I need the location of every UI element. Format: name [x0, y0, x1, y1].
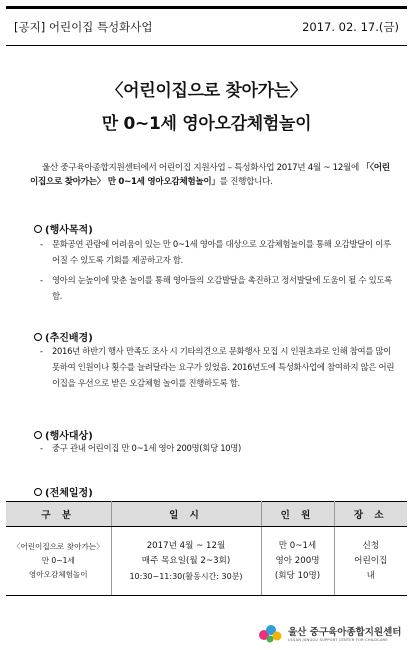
col-header-datetime: 일 시 [111, 502, 261, 527]
intro-text-before: 울산 중구육아종합지원센터에서 어린이집 지원사업 – 특성화사업 2017년 4월 ~ 12월에 [42, 163, 362, 173]
target-item-1-text: 중구 관내 어린이집 만 0~1세 영아 200명(회당 10명) [52, 443, 242, 453]
notice-date: 2017. 02. 17.(금) [302, 20, 399, 34]
cell-category [6, 527, 111, 596]
circle-bullet-icon [34, 431, 42, 439]
schedule-table [6, 501, 407, 596]
schedule-table-header-row [6, 502, 407, 527]
cell-datetime-line-3: 10:30~11:30(활동시간: 30분) [129, 571, 243, 581]
cell-datetime [111, 527, 261, 596]
section-purpose-label: (행사목적) [45, 225, 93, 236]
cell-category-line-2: 만 0~1세 [41, 556, 75, 565]
center-logo-english: ULSAN JUNGGU SUPPORT CENTER FOR CHILDCARE [288, 638, 388, 642]
cell-place-line-2: 어린이집 [354, 555, 388, 566]
cell-people-line-2: 영아 200명 [275, 555, 320, 566]
cell-place-line-1: 신청 [362, 540, 380, 551]
purpose-item-2-text: 영아의 눈높이에 맞춘 놀이를 통해 영아들의 오감발달을 촉진하고 정서발달에 도움이 될 수 있도록 함. [52, 275, 392, 301]
cell-people-line-1: 만 0~1세 [278, 540, 317, 551]
cell-datetime-line-2: 매주 목요일(월 2~3회) [141, 555, 231, 566]
cell-people-line-3: (회당 10명) [274, 570, 321, 581]
cell-place-line-3: 내 [366, 570, 375, 581]
section-schedule-label: (전체일정) [45, 488, 93, 499]
cell-datetime-line-1: 2017년 4월 ~ 12월 [146, 540, 226, 551]
title-line-1: 〈어린이집으로 찾아가는〉 [106, 81, 307, 101]
intro-paragraph [30, 161, 395, 189]
col-header-place: 장 소 [334, 502, 407, 527]
table-row [6, 527, 407, 596]
center-logo [258, 620, 408, 646]
intro-text-after: 를 진행합니다. [219, 177, 273, 187]
col-header-people: 인 원 [261, 502, 334, 527]
background-item-1: - 2016년 하반기 행사 만족도 조사 시 기타의견으로 문화행사 모집 시 인원초과로 인해 참여를 많이 못하여 인원이나 횟수를 늘려달라는 요구가 있었음. 2016년도에 특성화사업에 참여하지 않은 어린이집을 우선으로 받은 오감체험 놀이를 진행하도록 함. [40, 346, 395, 388]
intro-program-name: 「〈어린이집으로 찾아가는〉 만 0~1세 영아오감체험놀이」 [30, 163, 390, 187]
target-item-1: - 중구 관내 어린이집 만 0~1세 영아 200명(회당 10명) [40, 443, 242, 453]
circle-bullet-icon [34, 488, 42, 496]
section-purpose-title [34, 221, 93, 236]
section-target-label: (행사대상) [45, 431, 93, 442]
circle-bullet-icon [34, 333, 42, 341]
purpose-item-1: - 문화공연 관람에 어려움이 있는 만 0~1세 영아를 대상으로 오감체험놀이를 통해 오감발달이 이루어질 수 있도록 기회를 제공하고자 함. [40, 239, 391, 265]
col-header-category: 구 분 [6, 502, 111, 527]
center-logo-icon [258, 622, 284, 644]
cell-category-line-3: 영아오감체험놀이 [28, 570, 88, 579]
center-logo-name: 울산 중구육아종합지원센터 [288, 627, 402, 638]
section-schedule-title [34, 484, 93, 499]
purpose-item-1-text: 문화공연 관람에 어려움이 있는 만 0~1세 영아를 대상으로 오감체험놀이를 통해 오감발달이 이루어질 수 있도록 기회를 제공하고자 함. [52, 239, 391, 265]
center-logo-text [288, 624, 401, 642]
notice-header [6, 6, 407, 46]
section-background-title [34, 329, 93, 344]
notice-category: [공지] 어린이집 특성화사업 [14, 20, 153, 34]
title-line-2: 만 0~1세 영아오감체험놀이 [101, 114, 312, 134]
purpose-item-2: - 영아의 눈높이에 맞춘 놀이를 통해 영아들의 오감발달을 촉진하고 정서발달에 도움이 될 수 있도록 함. [40, 275, 392, 301]
section-background-label: (추진배경) [45, 333, 93, 344]
circle-bullet-icon [34, 225, 42, 233]
cell-people [261, 527, 334, 596]
background-item-1-text: 2016년 하반기 행사 만족도 조사 시 기타의견으로 문화행사 모집 시 인원초과로 인해 참여를 많이 못하여 인원이나 횟수를 늘려달라는 요구가 있었음. 2016년도에 특성화사업에 참여하지 않은 어린이집을 우선으로 받은 오감체험 놀이를 진행하도록 함. [52, 346, 395, 388]
cell-category-line-1: 〈어린이집으로 찾아가는〉 [12, 542, 104, 551]
cell-place [334, 527, 407, 596]
